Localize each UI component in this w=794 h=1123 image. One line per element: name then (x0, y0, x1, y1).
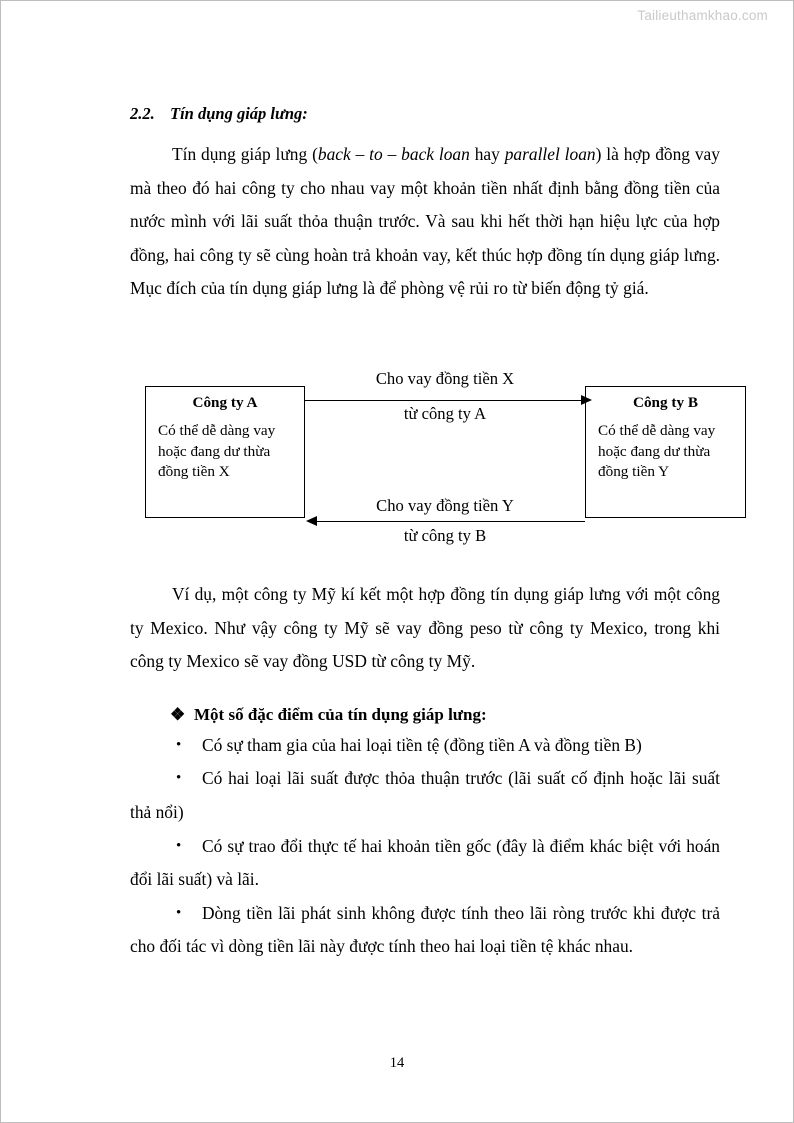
company-b-description (586, 421, 745, 483)
section-heading-text: Tín dụng giáp lưng: (170, 104, 308, 123)
site-watermark: Tailieuthamkhao.com (637, 8, 768, 23)
company-a-description (146, 421, 304, 483)
features-heading-text: Một số đặc điểm của tín dụng giáp lưng: (194, 704, 487, 724)
list-item-text: Có sự tham gia của hai loại tiền tệ (đồng tiền A và đồng tiền B) (202, 734, 642, 755)
round-bullet-icon: • (176, 736, 182, 753)
intro-text-1: Tín dụng giáp lưng ( (172, 144, 318, 164)
list-item (130, 762, 720, 829)
features-list (130, 729, 720, 964)
list-item-text: Có hai loại lãi suất được thỏa thuận trước (lãi suất cố định hoặc lãi suất thả nổi) (130, 768, 720, 822)
round-bullet-icon: • (176, 770, 182, 787)
back-to-back-loan-diagram (0, 355, 794, 565)
top-arrow-label-above: Cho vay đồng tiền X (375, 369, 515, 388)
company-a-title: Công ty A (192, 394, 258, 411)
term-back-to-back-loan: back – to – back loan (317, 144, 470, 164)
intro-text-2: hay (469, 144, 505, 164)
bottom-arrow-head-left-icon (306, 516, 317, 526)
bottom-arrow-label-above: Cho vay đồng tiền Y (376, 496, 514, 515)
round-bullet-icon: • (176, 904, 182, 921)
list-item-text: Có sự trao đổi thực tế hai khoản tiền gốc (đây là điểm khác biệt với hoán đổi lãi suất) và lãi. (130, 835, 720, 890)
example-paragraph: Ví dụ, một công ty Mỹ kí kết một hợp đồng tín dụng giáp lưng với một công ty Mexico. Như vậy công ty Mỹ sẽ vay đồng peso từ công ty Mexico, trong khi công ty Mexico sẽ vay đồng USD từ công ty Mỹ. (130, 584, 720, 672)
company-a-line-1: Có thể dễ dàng vay (158, 422, 276, 439)
list-item (130, 729, 720, 763)
list-item-text: Dòng tiền lãi phát sinh không được tính theo lãi ròng trước khi được trả cho đối tác vì dòng tiền lãi này được tính theo hai loại tiền tệ khác nhau. (130, 902, 720, 957)
top-arrow-label-below: từ công ty A (403, 404, 487, 423)
company-b-box (585, 386, 746, 518)
features-heading (130, 705, 720, 725)
document-content-lower (130, 578, 720, 964)
term-parallel-loan: parallel loan (504, 144, 596, 164)
intro-text-3: ) là hợp đồng vay mà theo đó hai công ty cho nhau vay một khoản tiền nhất định bằng đồng tiền của nước mình với lãi suất thỏa thuận trước. Và sau khi hết thời hạn hiệu lực của hợp đồng, hai công ty sẽ cùng hoàn trả khoản vay, kết thúc hợp đồng tín dụng giáp lưng. Mục đích của tín dụng giáp lưng là để phòng vệ rủi ro từ biến động tỷ giá. (130, 144, 720, 299)
document-content (130, 104, 720, 306)
round-bullet-icon: • (176, 837, 182, 854)
list-item (130, 830, 720, 897)
company-a-box (145, 386, 305, 518)
company-a-line-2: hoặc đang dư thừa (158, 442, 271, 460)
company-b-line-2: hoặc đang dư thừa (598, 442, 711, 460)
company-b-line-1: Có thể dễ dàng vay (598, 422, 716, 439)
intro-paragraph (130, 138, 720, 306)
company-b-title: Công ty B (633, 394, 698, 411)
diamond-bullet-icon: ❖ (170, 704, 186, 724)
company-b-line-3: đồng tiền Y (598, 463, 670, 480)
list-item (130, 897, 720, 964)
section-heading (130, 104, 720, 124)
section-number: 2.2. (130, 104, 155, 123)
bottom-arrow-label-below: từ công ty B (403, 526, 487, 545)
bottom-arrow-line (316, 521, 585, 522)
company-a-line-3: đồng tiền X (158, 463, 230, 480)
page-number: 14 (389, 1055, 405, 1071)
top-arrow-line (305, 400, 583, 401)
